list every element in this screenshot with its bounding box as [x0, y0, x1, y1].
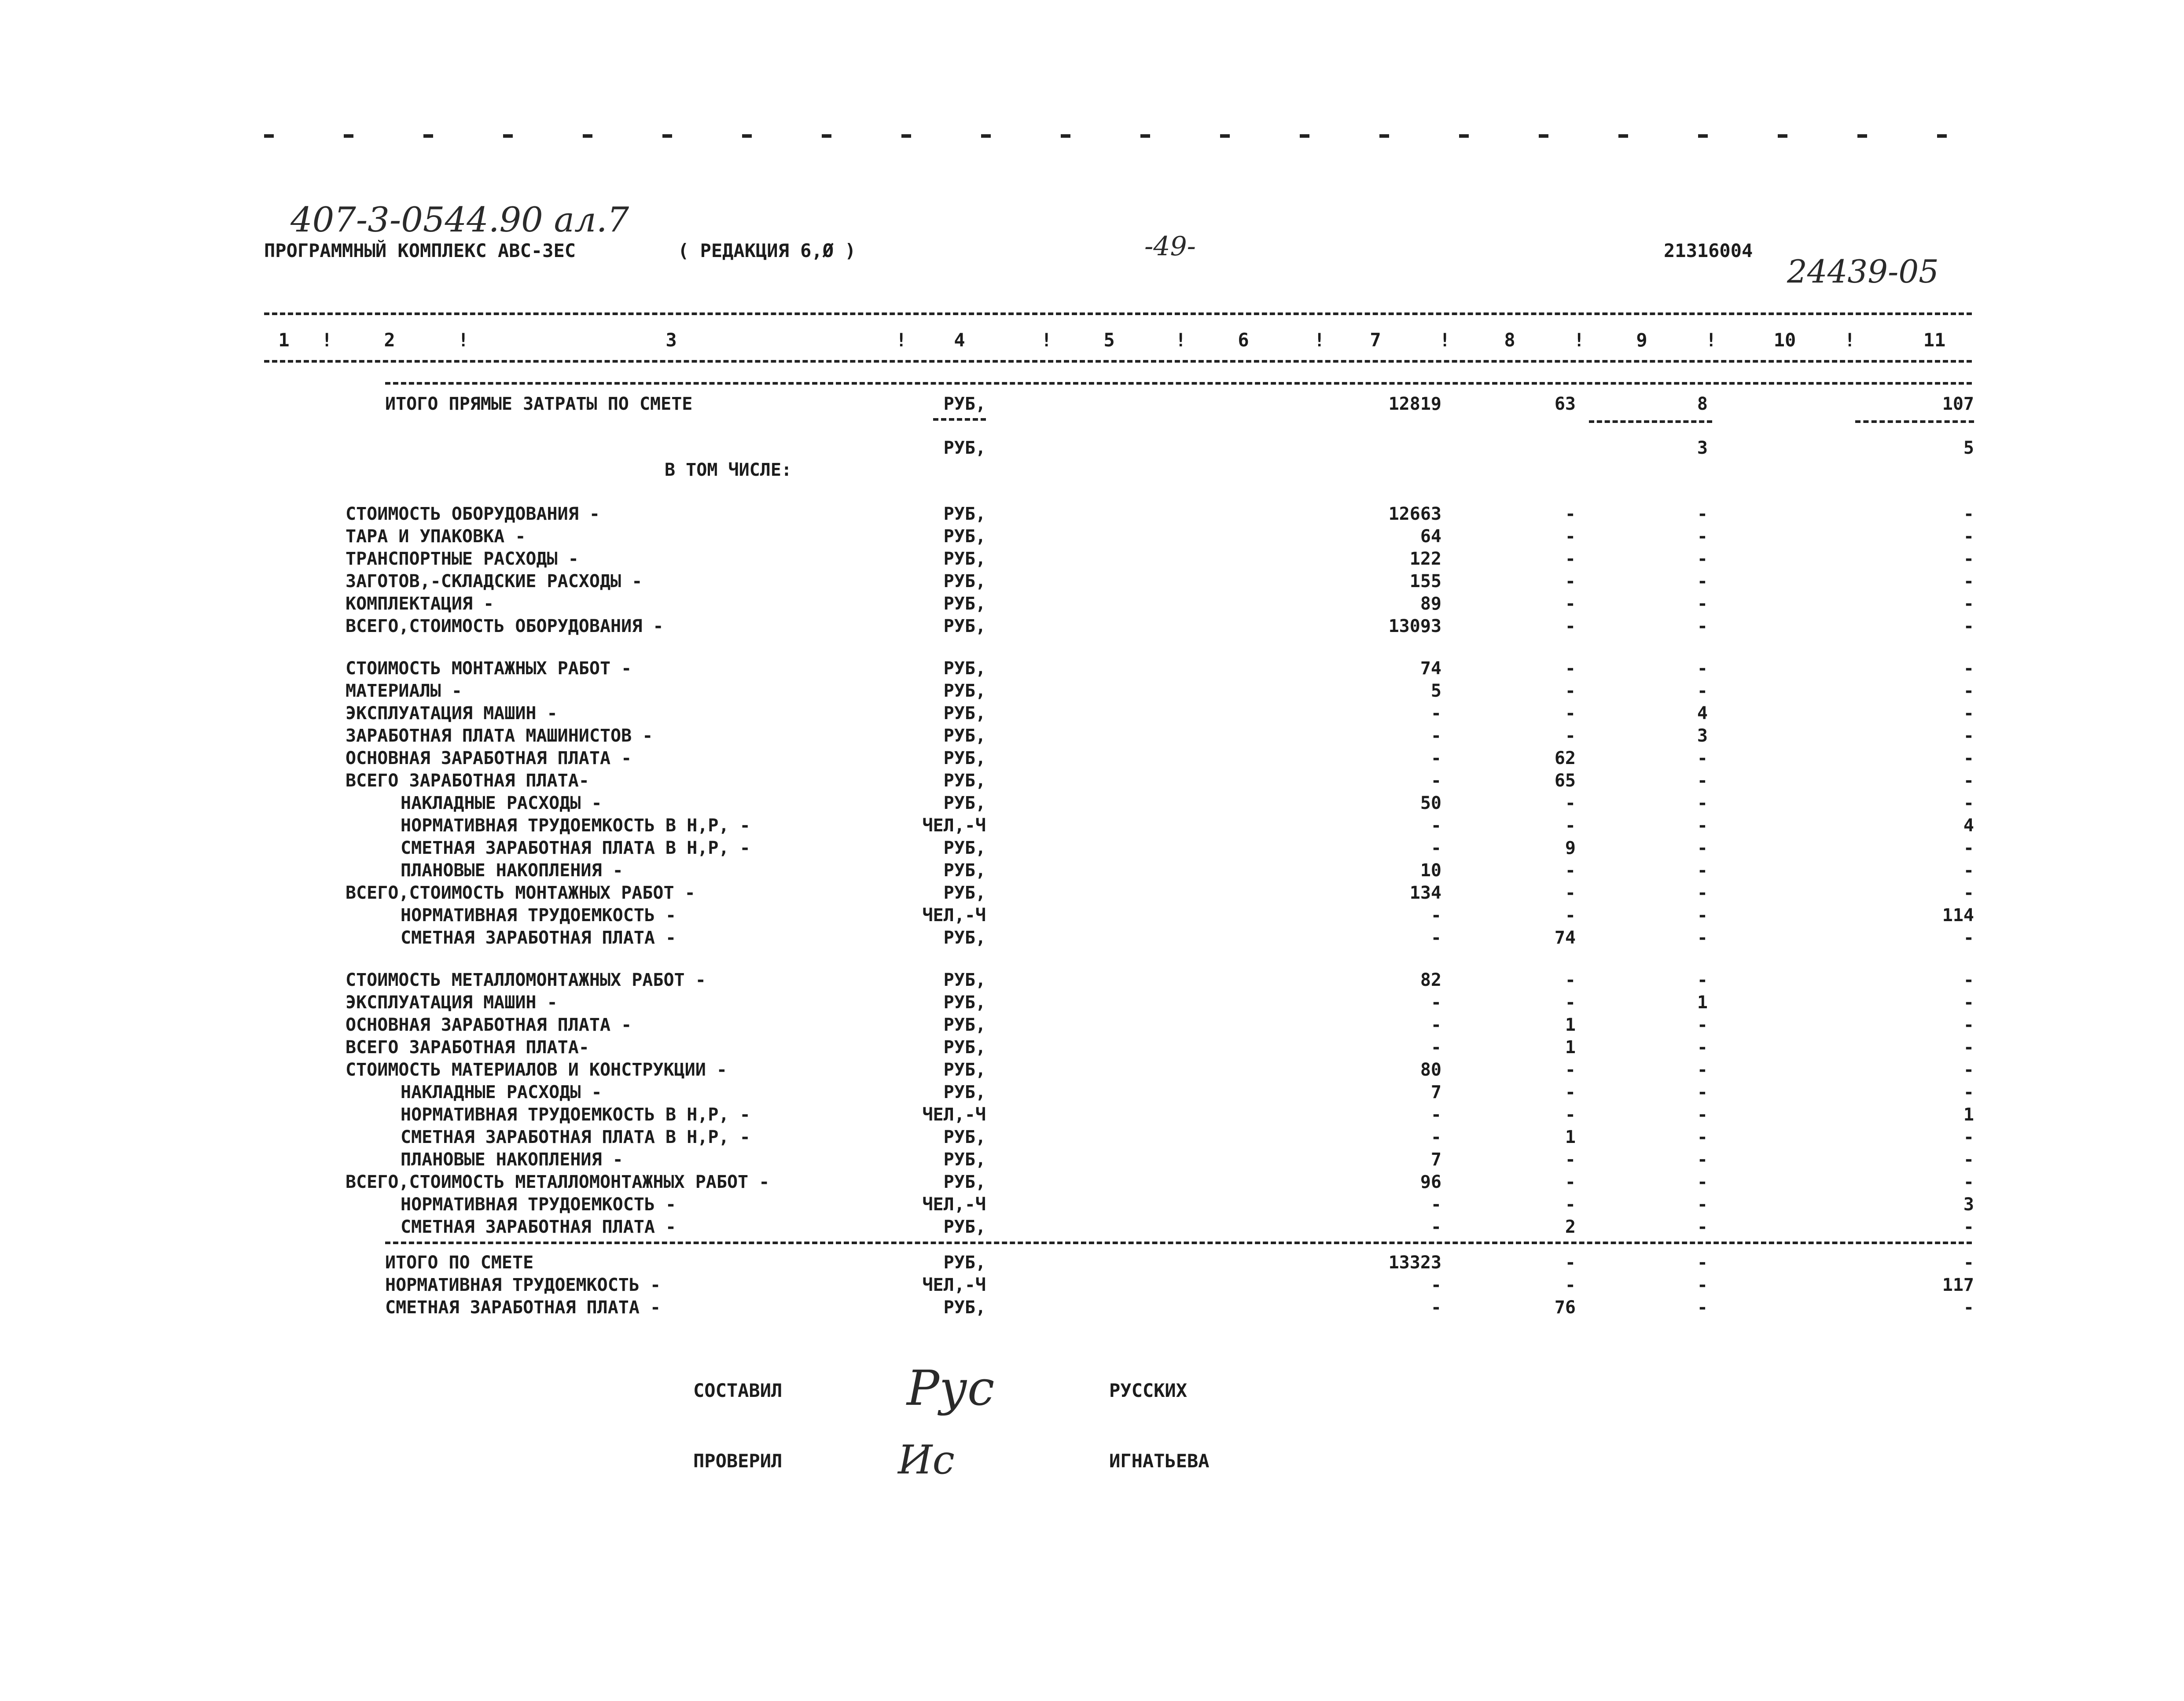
row-value-11: - — [1963, 594, 1974, 614]
row-value-7: - — [1430, 1217, 1441, 1237]
row-value-9: 1 — [1697, 992, 1708, 1013]
row-value-9: - — [1697, 816, 1708, 836]
row-value-8: - — [1565, 526, 1576, 547]
row-value-11: - — [1963, 1037, 1974, 1058]
row-label: ВСЕГО ЗАРАБОТНАЯ ПЛАТА- — [346, 771, 589, 791]
top-dash-mark — [1937, 134, 1947, 138]
total-value-9: - — [1697, 1275, 1708, 1295]
column-number: 8 — [1504, 329, 1515, 351]
row-unit: РУБ, — [943, 1172, 986, 1192]
row-label: НОРМАТИВНАЯ ТРУДОЕМКОСТЬ - — [401, 1194, 677, 1215]
row-value-8: 9 — [1565, 838, 1576, 858]
including-label: В ТОМ ЧИСЛЕ: — [665, 460, 792, 480]
column-number: 3 — [665, 329, 677, 351]
column-separator: ! — [1706, 329, 1717, 351]
row-value-8: - — [1565, 883, 1576, 903]
row-label: СМЕТНАЯ ЗАРАБОТНАЯ ПЛАТА - — [401, 1217, 677, 1237]
row-value-7: - — [1430, 726, 1441, 746]
row-unit: РУБ, — [943, 793, 986, 813]
row-value-9: - — [1697, 838, 1708, 858]
row-label: ВСЕГО,СТОИМОСТЬ МОНТАЖНЫХ РАБОТ - — [346, 883, 695, 903]
total-value-8: 76 — [1554, 1297, 1576, 1318]
row-value-11: 4 — [1963, 816, 1974, 836]
row-value-11: - — [1963, 928, 1974, 948]
row-value-9: 8 — [1697, 394, 1708, 414]
row-unit: РУБ, — [943, 860, 986, 881]
row-value-11: 5 — [1963, 438, 1974, 458]
row-value-11: - — [1963, 703, 1974, 724]
row-value-9: - — [1697, 748, 1708, 768]
header-top-rule — [264, 312, 1972, 315]
page-number: -49- — [1144, 231, 1196, 262]
row-value-9: - — [1697, 504, 1708, 524]
row-label: ЗАРАБОТНАЯ ПЛАТА МАШИНИСТОВ - — [346, 726, 653, 746]
row-value-11: - — [1963, 992, 1974, 1013]
row-value-7: 122 — [1409, 549, 1441, 569]
total-value-8: - — [1565, 1253, 1576, 1273]
row-value-11: - — [1963, 1150, 1974, 1170]
row-label: СТОИМОСТЬ ОБОРУДОВАНИЯ - — [346, 504, 600, 524]
total-value-11: 117 — [1942, 1275, 1974, 1295]
composed-signature: Рус — [907, 1360, 995, 1416]
top-dash-mark — [742, 134, 752, 138]
row-label: ЭКСПЛУАТАЦИЯ МАШИН - — [346, 992, 558, 1013]
row-unit: РУБ, — [943, 1217, 986, 1237]
row-label: ВСЕГО,СТОИМОСТЬ МЕТАЛЛОМОНТАЖНЫХ РАБОТ - — [346, 1172, 770, 1192]
row-unit: РУБ, — [943, 838, 986, 858]
row-value-7: - — [1430, 992, 1441, 1013]
row-value-9: - — [1697, 793, 1708, 813]
row-value-11: - — [1963, 526, 1974, 547]
row-unit: РУБ, — [943, 526, 986, 547]
top-dash-mark — [1539, 134, 1548, 138]
column-separator: ! — [1844, 329, 1856, 351]
row-unit: РУБ, — [943, 1015, 986, 1035]
total-value-9: - — [1697, 1253, 1708, 1273]
row-value-7: 12819 — [1388, 394, 1441, 414]
row-value-8: - — [1565, 1105, 1576, 1125]
row-value-11: - — [1963, 883, 1974, 903]
row-value-8: - — [1565, 504, 1576, 524]
total-value-7: 13323 — [1388, 1253, 1441, 1273]
top-dash-mark — [1140, 134, 1150, 138]
row-value-11: 114 — [1942, 905, 1974, 926]
top-dash-mark — [1618, 134, 1628, 138]
row-value-11: - — [1963, 1217, 1974, 1237]
row-value-9: - — [1697, 1037, 1708, 1058]
row-label: ЭКСПЛУАТАЦИЯ МАШИН - — [346, 703, 558, 724]
row-value-7: - — [1430, 1194, 1441, 1215]
row-unit: РУБ, — [943, 1127, 986, 1147]
row-value-8: - — [1565, 992, 1576, 1013]
row-value-11: - — [1963, 504, 1974, 524]
row-value-8: - — [1565, 571, 1576, 591]
row-label: ТАРА И УПАКОВКА - — [346, 526, 526, 547]
row-value-9: - — [1697, 1082, 1708, 1102]
top-dash-mark — [264, 134, 274, 138]
row-label: СМЕТНАЯ ЗАРАБОТНАЯ ПЛАТА В Н,Р, - — [401, 1127, 750, 1147]
row-value-8: - — [1565, 905, 1576, 926]
row-value-8: - — [1565, 1172, 1576, 1192]
row-unit: РУБ, — [943, 1082, 986, 1102]
row-unit: ЧЕЛ,-Ч — [922, 1194, 986, 1215]
row-value-11: 3 — [1963, 1194, 1974, 1215]
column-separator: ! — [1439, 329, 1451, 351]
row-label: СТОИМОСТЬ МЕТАЛЛОМОНТАЖНЫХ РАБОТ - — [346, 970, 706, 990]
row-value-7: 82 — [1420, 970, 1441, 990]
row-unit: ЧЕЛ,-Ч — [922, 1105, 986, 1125]
row-value-7: 134 — [1409, 883, 1441, 903]
row-label: ТРАНСПОРТНЫЕ РАСХОДЫ - — [346, 549, 579, 569]
row-value-8: - — [1565, 793, 1576, 813]
top-dash-mark — [583, 134, 592, 138]
row-value-9: - — [1697, 1172, 1708, 1192]
row-unit: РУБ, — [943, 970, 986, 990]
row-label: ВСЕГО,СТОИМОСТЬ ОБОРУДОВАНИЯ - — [346, 616, 664, 636]
row-value-7: - — [1430, 1015, 1441, 1035]
column-number: 10 — [1773, 329, 1796, 351]
total-label: НОРМАТИВНАЯ ТРУДОЕМКОСТЬ - — [385, 1275, 661, 1295]
column-number: 9 — [1636, 329, 1647, 351]
row-value-9: - — [1697, 1127, 1708, 1147]
top-dash-mark — [1061, 134, 1070, 138]
row-label: КОМПЛЕКТАЦИЯ - — [346, 594, 494, 614]
row-label: ВСЕГО ЗАРАБОТНАЯ ПЛАТА- — [346, 1037, 589, 1058]
row-value-9: - — [1697, 549, 1708, 569]
column-separator: ! — [896, 329, 907, 351]
row-value-11: - — [1963, 970, 1974, 990]
row-value-7: - — [1430, 1037, 1441, 1058]
row-value-8: - — [1565, 658, 1576, 679]
row-unit: РУБ, — [943, 394, 986, 414]
top-dash-mark — [1698, 134, 1708, 138]
row-value-8: - — [1565, 594, 1576, 614]
section-rule — [385, 382, 1972, 385]
row-value-7: 7 — [1430, 1082, 1441, 1102]
row-value-11: - — [1963, 771, 1974, 791]
row-label: НОРМАТИВНАЯ ТРУДОЕМКОСТЬ - — [401, 905, 677, 926]
row-value-7: 12663 — [1388, 504, 1441, 524]
row-value-9: 3 — [1697, 438, 1708, 458]
top-dash-mark — [662, 134, 672, 138]
row-value-7: - — [1430, 771, 1441, 791]
row-unit: РУБ, — [943, 1037, 986, 1058]
column-separator: ! — [458, 329, 469, 351]
top-dash-mark — [822, 134, 831, 138]
row-label: НАКЛАДНЫЕ РАСХОДЫ - — [401, 1082, 602, 1102]
row-value-8: - — [1565, 816, 1576, 836]
row-value-7: - — [1430, 748, 1441, 768]
row-value-8: - — [1565, 970, 1576, 990]
row-value-11: - — [1963, 1172, 1974, 1192]
row-value-11: - — [1963, 1127, 1974, 1147]
row-label: НАКЛАДНЫЕ РАСХОДЫ - — [401, 793, 602, 813]
row-unit: ЧЕЛ,-Ч — [922, 905, 986, 926]
row-value-7: 5 — [1430, 681, 1441, 701]
row-value-8: - — [1565, 549, 1576, 569]
row-label: ПЛАНОВЫЕ НАКОПЛЕНИЯ - — [401, 860, 623, 881]
row-value-7: 80 — [1420, 1060, 1441, 1080]
row-label: МАТЕРИАЛЫ - — [346, 681, 462, 701]
row-value-8: 62 — [1554, 748, 1576, 768]
column-separator: ! — [1041, 329, 1052, 351]
row-value-7: - — [1430, 816, 1441, 836]
row-value-7: - — [1430, 1105, 1441, 1125]
row-unit: РУБ, — [943, 726, 986, 746]
row-label: СТОИМОСТЬ МАТЕРИАЛОВ И КОНСТРУКЦИИ - — [346, 1060, 727, 1080]
total-label: СМЕТНАЯ ЗАРАБОТНАЯ ПЛАТА - — [385, 1297, 661, 1318]
totals-rule — [385, 1242, 1972, 1244]
row-value-9: - — [1697, 571, 1708, 591]
row-unit: РУБ, — [943, 616, 986, 636]
row-unit: РУБ, — [943, 438, 986, 458]
top-dash-mark — [1300, 134, 1309, 138]
row-value-8: - — [1565, 1194, 1576, 1215]
total-value-11: - — [1963, 1297, 1974, 1318]
row-value-7: 96 — [1420, 1172, 1441, 1192]
column-number: 4 — [954, 329, 965, 351]
row-value-9: - — [1697, 1194, 1708, 1215]
edition-label: ( РЕДАКЦИЯ 6,Ø ) — [678, 240, 856, 261]
total-value-8: - — [1565, 1275, 1576, 1295]
row-value-8: - — [1565, 1060, 1576, 1080]
row-value-11: - — [1963, 838, 1974, 858]
row-value-7: 7 — [1430, 1150, 1441, 1170]
row-label: НОРМАТИВНАЯ ТРУДОЕМКОСТЬ В Н,Р, - — [401, 816, 750, 836]
top-dash-mark — [1220, 134, 1230, 138]
row-value-9: - — [1697, 1060, 1708, 1080]
top-dash-mark — [423, 134, 433, 138]
row-label: ОСНОВНАЯ ЗАРАБОТНАЯ ПЛАТА - — [346, 748, 632, 768]
handwritten-number: 24439-05 — [1787, 253, 1939, 290]
row-label: ПЛАНОВЫЕ НАКОПЛЕНИЯ - — [401, 1150, 623, 1170]
top-dash-mark — [1379, 134, 1389, 138]
column-number: 7 — [1370, 329, 1381, 351]
row-value-11: - — [1963, 681, 1974, 701]
row-unit: ЧЕЛ,-Ч — [922, 816, 986, 836]
row-value-8: - — [1565, 1150, 1576, 1170]
total-unit: РУБ, — [943, 1253, 986, 1273]
total-value-7: - — [1430, 1275, 1441, 1295]
row-value-7: - — [1430, 1127, 1441, 1147]
row-value-11: - — [1963, 616, 1974, 636]
row-unit: РУБ, — [943, 703, 986, 724]
column-number: 2 — [384, 329, 395, 351]
row-value-8: - — [1565, 1082, 1576, 1102]
top-dash-mark — [901, 134, 911, 138]
top-dash-mark — [1459, 134, 1469, 138]
row-value-8: 74 — [1554, 928, 1576, 948]
row-value-11: - — [1963, 860, 1974, 881]
row-unit: РУБ, — [943, 748, 986, 768]
column-separator: ! — [1314, 329, 1325, 351]
row-value-9: - — [1697, 860, 1708, 881]
row-value-11: - — [1963, 726, 1974, 746]
row-value-11: - — [1963, 1060, 1974, 1080]
handwritten-code: 407-3-0544.90 ал.7 — [290, 200, 629, 240]
row-value-8: - — [1565, 681, 1576, 701]
column-separator: ! — [321, 329, 333, 351]
row-value-7: 13093 — [1388, 616, 1441, 636]
header-bottom-rule — [264, 360, 1972, 363]
row-unit: РУБ, — [943, 658, 986, 679]
row-value-7: - — [1430, 928, 1441, 948]
row-value-9: - — [1697, 883, 1708, 903]
row-value-9: - — [1697, 616, 1708, 636]
total-label: ИТОГО ПО СМЕТЕ — [385, 1253, 534, 1273]
top-dash-mark — [344, 134, 353, 138]
row-value-11: - — [1963, 1082, 1974, 1102]
row-value-8: 65 — [1554, 771, 1576, 791]
top-dash-mark — [1857, 134, 1867, 138]
top-dash-mark — [981, 134, 991, 138]
total-value-7: - — [1430, 1297, 1441, 1318]
row-unit: РУБ, — [943, 1150, 986, 1170]
row-value-8: 63 — [1554, 394, 1576, 414]
column-number: 1 — [278, 329, 290, 351]
row-unit: РУБ, — [943, 594, 986, 614]
row-value-11: - — [1963, 571, 1974, 591]
row-value-11: - — [1963, 658, 1974, 679]
checked-name: ИГНАТЬЕВА — [1109, 1450, 1210, 1472]
row-value-8: - — [1565, 860, 1576, 881]
row-value-9: - — [1697, 928, 1708, 948]
row-value-7: 50 — [1420, 793, 1441, 813]
row-unit: РУБ, — [943, 883, 986, 903]
top-dash-mark — [503, 134, 513, 138]
checked-label: ПРОВЕРИЛ — [693, 1450, 783, 1472]
row-value-11: - — [1963, 793, 1974, 813]
row-value-7: 155 — [1409, 571, 1441, 591]
row-value-7: 10 — [1420, 860, 1441, 881]
row-value-11: - — [1963, 748, 1974, 768]
row-value-9: - — [1697, 526, 1708, 547]
row-value-9: - — [1697, 658, 1708, 679]
row-value-9: - — [1697, 681, 1708, 701]
program-line: ПРОГРАММНЫЙ КОМПЛЕКС АВС-ЗЕС — [264, 240, 576, 261]
row-value-8: - — [1565, 616, 1576, 636]
row-value-8: 1 — [1565, 1037, 1576, 1058]
row-label: СМЕТНАЯ ЗАРАБОТНАЯ ПЛАТА В Н,Р, - — [401, 838, 750, 858]
fraction-rule — [1855, 420, 1974, 423]
composed-label: СОСТАВИЛ — [693, 1380, 783, 1401]
row-value-7: - — [1430, 838, 1441, 858]
row-value-7: - — [1430, 703, 1441, 724]
fraction-rule — [1589, 420, 1712, 423]
row-unit: РУБ, — [943, 771, 986, 791]
row-value-8: 1 — [1565, 1015, 1576, 1035]
row-unit: РУБ, — [943, 992, 986, 1013]
row-label: СТОИМОСТЬ МОНТАЖНЫХ РАБОТ - — [346, 658, 632, 679]
row-value-7: - — [1430, 905, 1441, 926]
row-value-9: 4 — [1697, 703, 1708, 724]
row-unit: РУБ, — [943, 1060, 986, 1080]
row-value-9: 3 — [1697, 726, 1708, 746]
row-value-7: 64 — [1420, 526, 1441, 547]
checked-signature: Ис — [898, 1437, 955, 1483]
row-unit: РУБ, — [943, 681, 986, 701]
row-value-7: 89 — [1420, 594, 1441, 614]
top-dash-mark — [1778, 134, 1787, 138]
column-separator: ! — [1175, 329, 1187, 351]
row-unit: РУБ, — [943, 928, 986, 948]
row-label: СМЕТНАЯ ЗАРАБОТНАЯ ПЛАТА - — [401, 928, 677, 948]
row-value-8: 2 — [1565, 1217, 1576, 1237]
row-unit: РУБ, — [943, 549, 986, 569]
row-label: ИТОГО ПРЯМЫЕ ЗАТРАТЫ ПО СМЕТЕ — [385, 394, 693, 414]
row-value-9: - — [1697, 970, 1708, 990]
total-value-9: - — [1697, 1297, 1708, 1318]
row-label: НОРМАТИВНАЯ ТРУДОЕМКОСТЬ В Н,Р, - — [401, 1105, 750, 1125]
column-separator: ! — [1574, 329, 1585, 351]
row-unit: РУБ, — [943, 571, 986, 591]
row-value-11: - — [1963, 1015, 1974, 1035]
row-value-9: - — [1697, 594, 1708, 614]
row-label: ЗАГОТОВ,-СКЛАДСКИЕ РАСХОДЫ - — [346, 571, 643, 591]
total-unit: РУБ, — [943, 1297, 986, 1318]
column-number: 6 — [1238, 329, 1249, 351]
row-value-8: - — [1565, 703, 1576, 724]
row-value-9: - — [1697, 1015, 1708, 1035]
row-value-11: 107 — [1942, 394, 1974, 414]
fraction-rule — [933, 418, 986, 421]
row-value-11: - — [1963, 549, 1974, 569]
code-number: 21316004 — [1664, 240, 1753, 261]
row-value-7: 74 — [1420, 658, 1441, 679]
column-number: 5 — [1103, 329, 1115, 351]
row-value-9: - — [1697, 1150, 1708, 1170]
row-value-9: - — [1697, 1105, 1708, 1125]
row-unit: РУБ, — [943, 504, 986, 524]
row-value-9: - — [1697, 771, 1708, 791]
composed-name: РУССКИХ — [1109, 1380, 1188, 1401]
row-value-9: - — [1697, 1217, 1708, 1237]
column-number: 11 — [1923, 329, 1946, 351]
total-unit: ЧЕЛ,-Ч — [922, 1275, 986, 1295]
row-value-9: - — [1697, 905, 1708, 926]
row-value-11: 1 — [1963, 1105, 1974, 1125]
row-value-8: 1 — [1565, 1127, 1576, 1147]
row-value-8: - — [1565, 726, 1576, 746]
row-label: ОСНОВНАЯ ЗАРАБОТНАЯ ПЛАТА - — [346, 1015, 632, 1035]
total-value-11: - — [1963, 1253, 1974, 1273]
